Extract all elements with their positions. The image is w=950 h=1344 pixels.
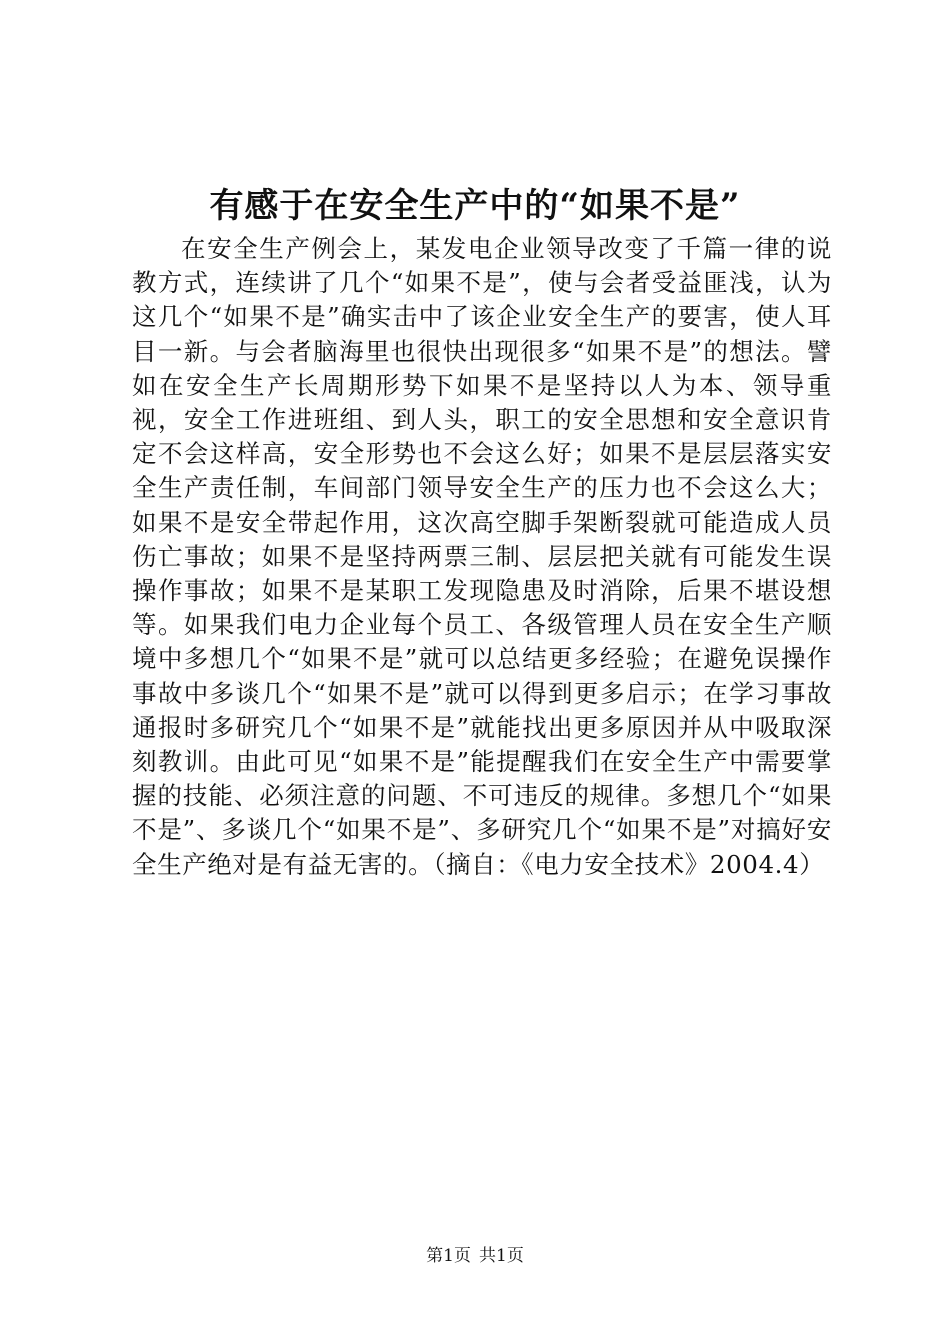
document-body-paragraph: 在安全生产例会上，某发电企业领导改变了千篇一律的说教方式，连续讲了几个“如果不是”，使与会者受益匪浅，认为这几个“如果不是”确实击中了该企业安全生产的要害，使人耳目一新。与会者脑海里也很快出现很多“如果不是”的想法。譬如在安全生产长周期形势下如果不是坚持以人为本、领导重视，安全工作进班组、到人头，职工的安全思想和安全意识肯定不会这样高，安全形势也不会这么好；如果不是层层落实安全生产责任制，车间部门领导安全生产的压力也不会这么大；如果不是安全带起作用，这次高空脚手架断裂就可能造成人员伤亡事故；如果不是坚持两票三制、层层把关就有可能发生误操作事故；如果不是某职工发现隐患及时消除，后果不堪设想等。如果我们电力企业每个员工、各级管理人员在安全生产顺境中多想几个“如果不是”就可以总结更多经验；在避免误操作事故中多谈几个“如果不是”就可以得到更多启示；在学习事故通报时多研究几个“如果不是”就能找出更多原因并从中吸取深刻教训。由此可见“如果不是”能提醒我们在安全生产中需要掌握的技能、必须注意的问题、不可违反的规律。多想几个“如果不是”、多谈几个“如果不是”、多研究几个“如果不是”对搞好安全生产绝对是有益无害的。（摘自：《电力安全技术》2004.4） [132, 234, 832, 879]
document-title: 有感于在安全生产中的“如果不是” [209, 186, 741, 226]
page-total: 共1页 [479, 1246, 524, 1266]
page-number: 第1页 [426, 1246, 471, 1266]
page-footer [0, 1244, 950, 1268]
